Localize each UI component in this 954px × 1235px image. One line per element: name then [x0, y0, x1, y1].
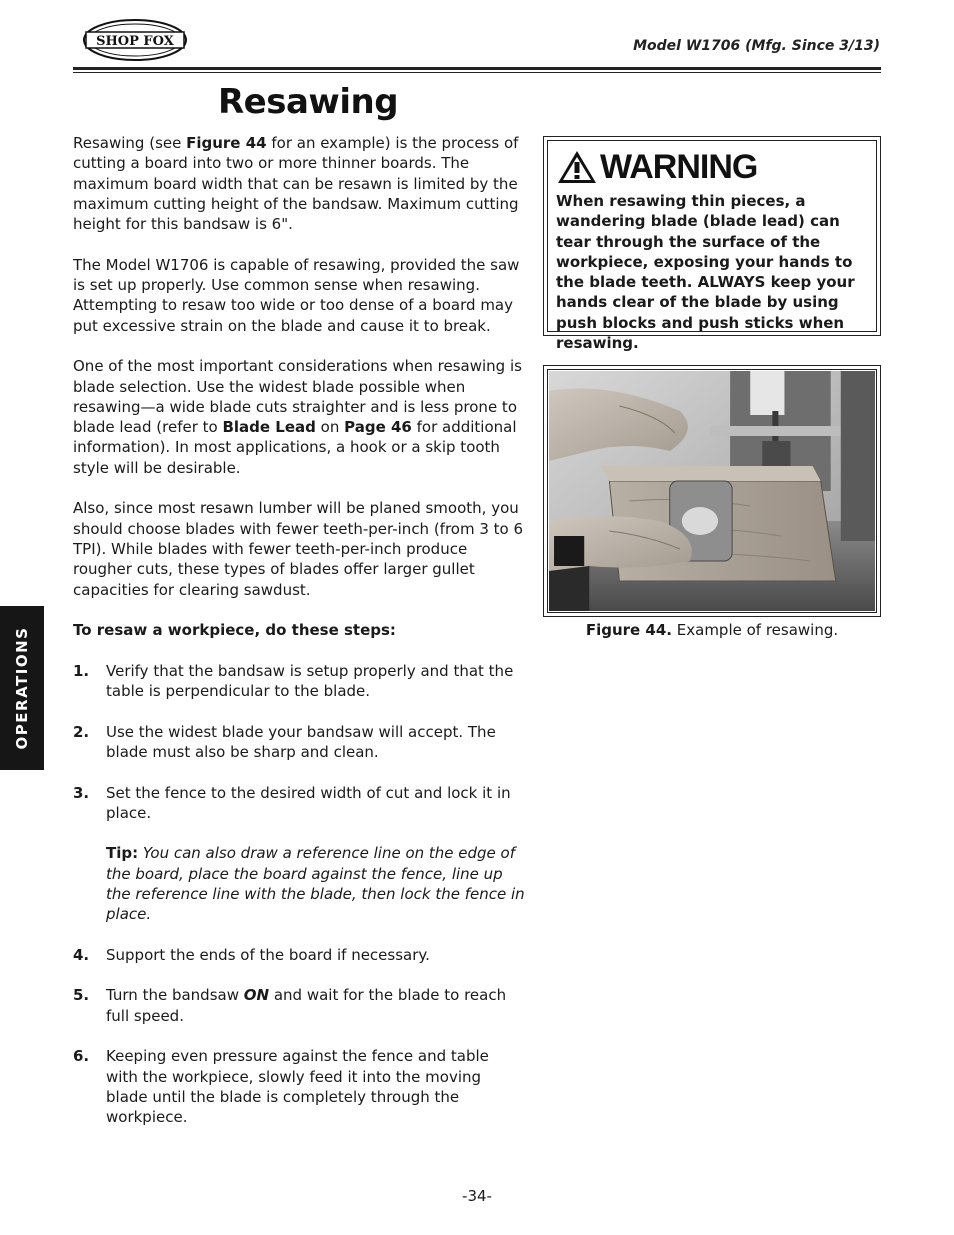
logo-graphic [82, 18, 188, 62]
section-tab [0, 606, 44, 770]
warning-header [556, 147, 868, 187]
paragraph-intro: Resawing (see Figure 44 for an example) is the process of cutting a board into two or more thinner boards. The maximum board width that can be resawn is limited by the maximum cutting height of the bandsaw. Maximum cutting height for this bandsaw is 6". [73, 134, 519, 234]
warning-triangle-icon [556, 149, 598, 185]
step-item: 4. Support the ends of the board if necessary. [73, 945, 430, 964]
blade-lead-reference: Blade Lead [222, 418, 316, 437]
model-line: Model W1706 (Mfg. Since 3/13) [633, 38, 880, 54]
shop-fox-logo [82, 18, 188, 62]
on-emphasis: ON [243, 986, 270, 1005]
paragraph-tpi: Also, since most resawn lumber will be planed smooth, you should choose blades with fewer teeth-per-inch (from 3 to 6 TPI). While blades with fewer teeth-per-inch produce rougher cuts, these types of blades offer larger gullet capacities for clearing sawdust. [73, 499, 524, 599]
left-column [73, 133, 525, 1148]
figure-caption: Figure 44. Example of resawing. [585, 621, 839, 639]
warning-text: When resawing thin pieces, a wandering blade (blade lead) can tear through the surface of the workpiece, exposing your hands to the blade teeth. ALWAYS keep your hands clear of the blade by using push blocks and push sticks when resawing. [556, 192, 855, 353]
header-rule [73, 67, 881, 70]
step-item: 1. Verify that the bandsaw is setup properly and that the table is perpendicular to the blade. [73, 661, 514, 701]
figure-44 [543, 365, 881, 617]
svg-text:SHOP FOX: SHOP FOX [96, 34, 174, 49]
resawing-photo [549, 371, 875, 611]
figure-reference: Figure 44 [186, 134, 267, 152]
page-number: -34- [462, 1187, 492, 1205]
step-item: 5. Turn the bandsaw ON and wait for the blade to reach full speed. [73, 986, 507, 1025]
warning-box [543, 136, 881, 353]
paragraph-capability: The Model W1706 is capable of resawing, provided the saw is set up properly. Use common sense when resawing. Attempting to resaw too wide or too dense of a board may put excessive strain on the blade and cause it to break. [73, 255, 520, 335]
step-item: 6. Keeping even pressure against the fence and table with the workpiece, slowly feed it into the moving blade until the blade is completely through the workpiece. [73, 1047, 489, 1127]
page-title: Resawing [218, 82, 399, 122]
steps-heading: To resaw a workpiece, do these steps: [73, 621, 396, 640]
tip-note: Tip: You can also draw a reference line on the edge of the board, place the board against the fence, line up the reference line with the blade, then lock the fence in place. [106, 844, 525, 924]
paragraph-blade-selection: One of the most important considerations when resawing is blade selection. Use the widest blade possible when resawing—a wide blade cuts straighter and is less prone to blade lead (refer to Blade Lead on Page 46 for additional information). In most applications, a hook or a skip tooth style will be desirable. [73, 357, 522, 477]
step-item: 2. Use the widest blade your bandsaw will accept. The blade must also be sharp and clean. [73, 722, 496, 761]
header-rule-thin [73, 72, 881, 73]
step-item: 3. Set the fence to the desired width of cut and lock it in place. Tip: You can also draw a reference line on the edge of the board, place the board against the fence, line up the reference line with the blade, then lock the fence in place. [73, 783, 525, 924]
warning-heading: WARNING [600, 147, 758, 186]
page-reference: Page 46 [344, 418, 412, 437]
section-tab-label: OPERATIONS [13, 626, 31, 750]
